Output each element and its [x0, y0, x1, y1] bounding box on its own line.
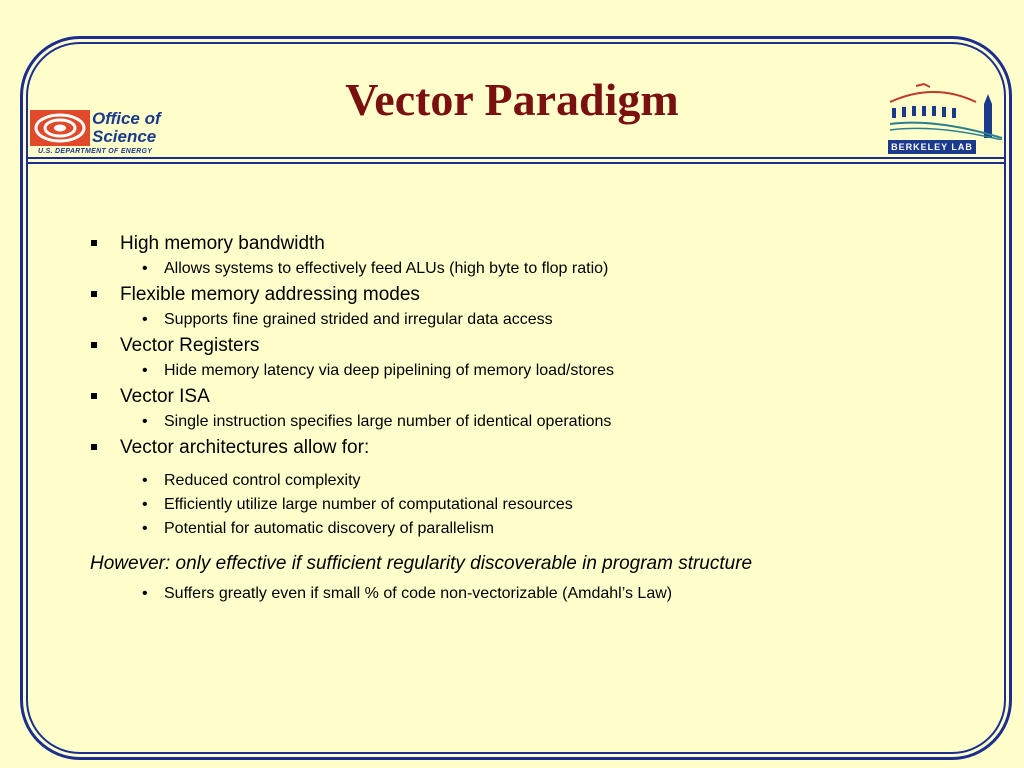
sub-bullet-item: • Hide memory latency via deep pipelining of memory load/stores — [164, 361, 614, 381]
bullet-item: Flexible memory addressing modes — [120, 284, 420, 305]
sub-bullet-item: • Potential for automatic discovery of parallelism — [164, 519, 494, 539]
bullet-item: Vector ISA — [120, 386, 210, 407]
sub-bullet-item: • Single instruction specifies large number of identical operations — [164, 412, 611, 432]
bullet-item: High memory bandwidth — [120, 233, 325, 254]
doe-name-text: Office of Science — [92, 109, 161, 146]
sub-bullet-item: • Allows systems to effectively feed ALUs (high byte to flop ratio) — [164, 259, 608, 279]
doe-dept-text: U.S. DEPARTMENT OF ENERGY — [38, 148, 153, 155]
caveat-note: However: only effective if sufficient regularity discoverable in program structure — [90, 553, 753, 574]
bullet-item: Vector architectures allow for: — [120, 437, 370, 458]
bullet-item: Vector Registers — [120, 335, 260, 356]
berkeley-lab-text: BERKELEY LAB — [888, 140, 976, 154]
sub-bullet-item: • Supports fine grained strided and irregular data access — [164, 310, 553, 330]
sub-bullet-item: • Suffers greatly even if small % of code non-vectorizable (Amdahl’s Law) — [164, 584, 672, 604]
sub-bullet-item: • Reduced control complexity — [164, 471, 361, 491]
sub-bullet-item: • Efficiently utilize large number of computational resources — [164, 495, 573, 515]
slide-title: Vector Paradigm — [345, 74, 679, 125]
